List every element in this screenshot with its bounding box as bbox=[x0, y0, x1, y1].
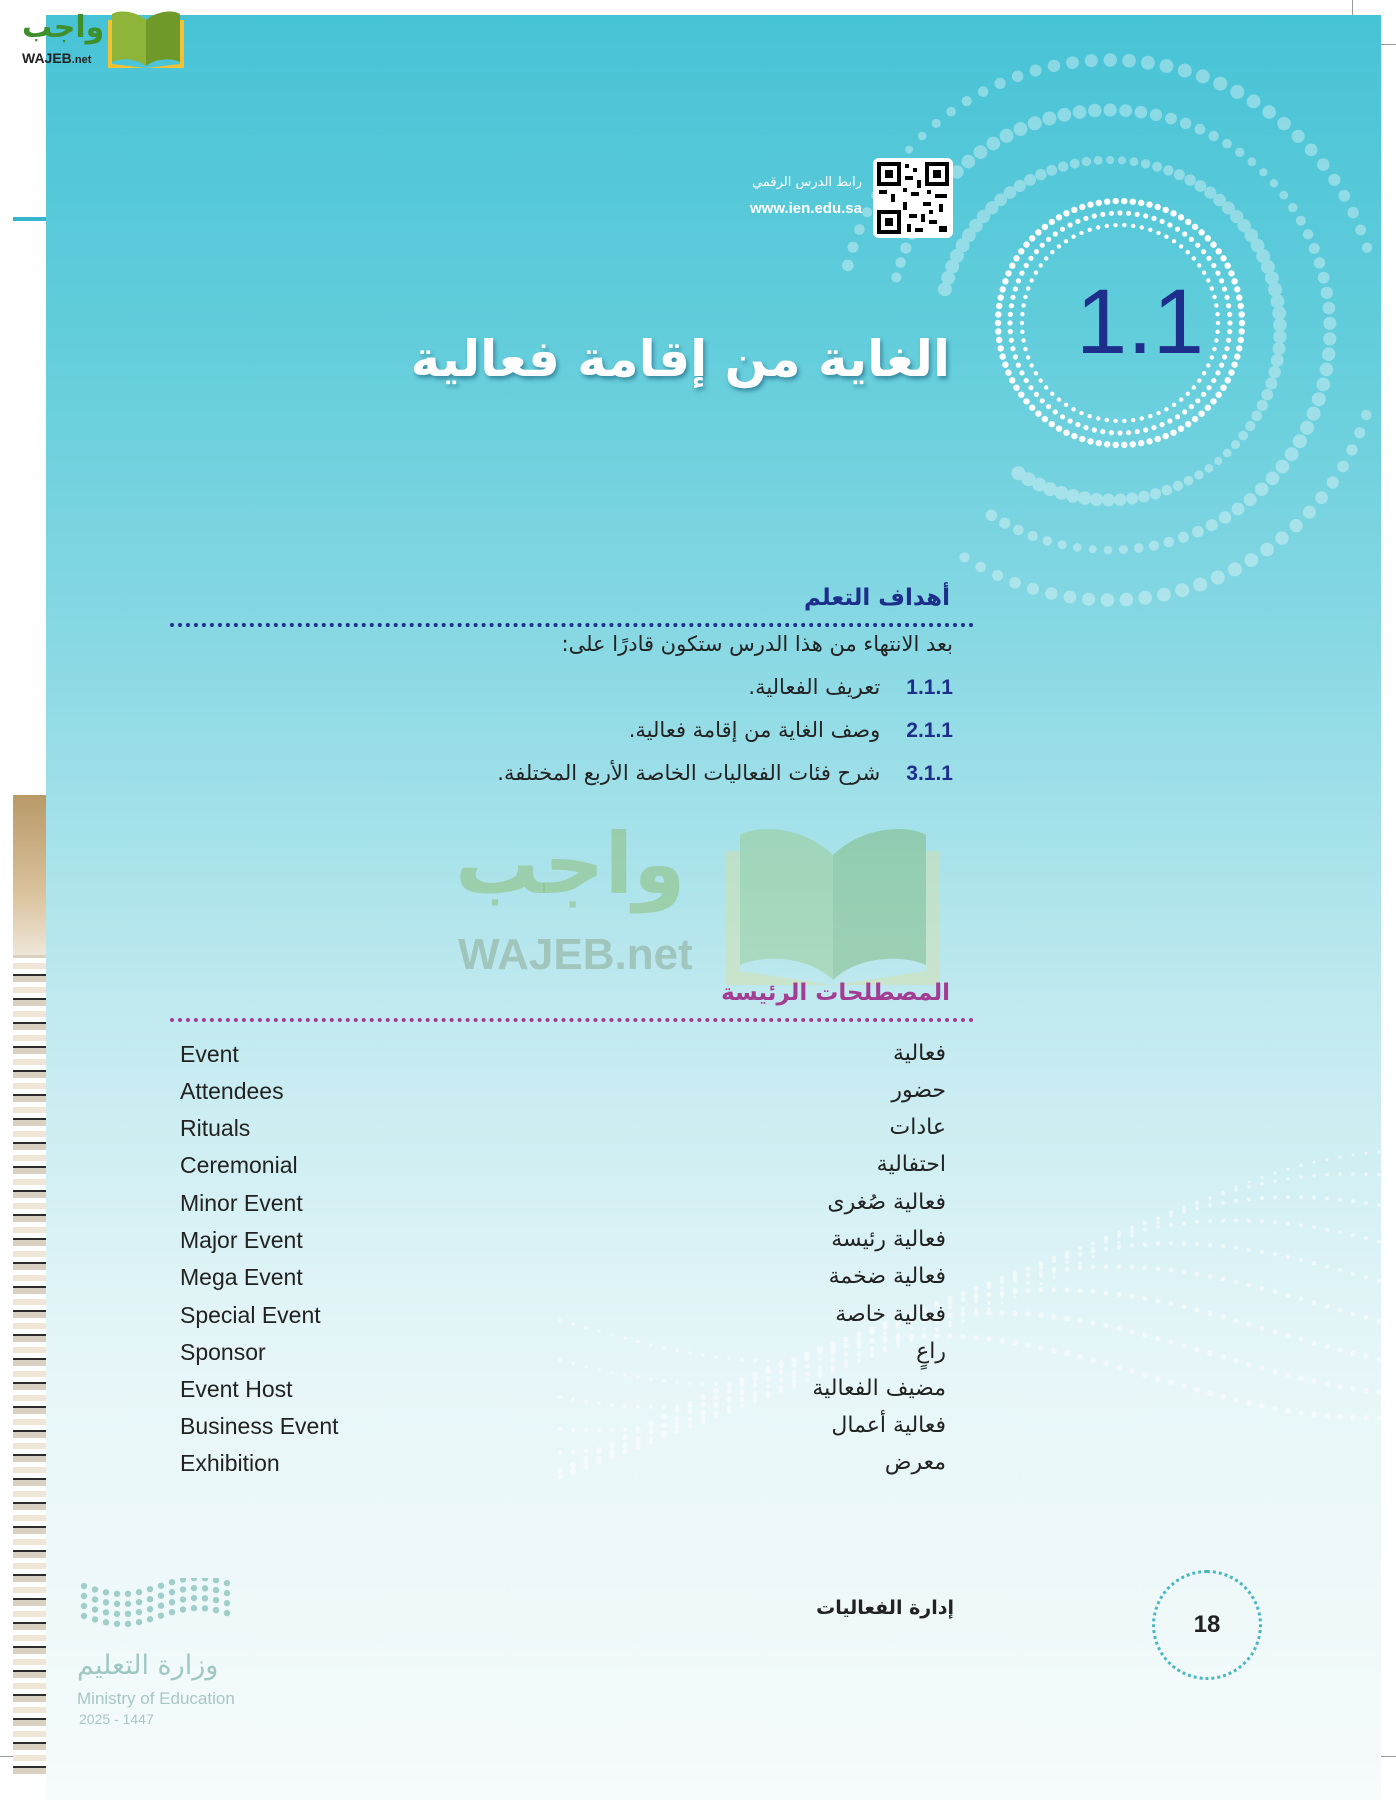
term-english: Attendees bbox=[180, 1078, 284, 1104]
page-number: 18 bbox=[1152, 1570, 1262, 1680]
term-arabic: عادات bbox=[889, 1115, 946, 1140]
terms-divider bbox=[170, 1018, 974, 1022]
term-row bbox=[180, 1376, 946, 1413]
qr-code-icon bbox=[873, 158, 953, 238]
book-title-footer: إدارة الفعاليات bbox=[816, 1597, 954, 1619]
watermark-book-icon bbox=[722, 815, 944, 985]
term-arabic: فعالية أعمال bbox=[831, 1413, 946, 1438]
ministry-logo-icon bbox=[78, 1578, 248, 1638]
term-arabic: معرض bbox=[884, 1450, 946, 1475]
term-row bbox=[180, 1190, 946, 1227]
term-arabic: حضور bbox=[891, 1078, 946, 1103]
lesson-title: الغاية من إقامة فعالية bbox=[410, 330, 950, 388]
objectives-heading: أهداف التعلم bbox=[803, 585, 950, 611]
watermark-arabic: واجب bbox=[455, 815, 686, 913]
term-english: Event bbox=[180, 1041, 239, 1067]
term-arabic: فعالية خاصة bbox=[835, 1302, 946, 1327]
term-english: Special Event bbox=[180, 1302, 321, 1328]
objective-item bbox=[748, 675, 953, 700]
term-arabic: مضيف الفعالية bbox=[812, 1376, 946, 1401]
objectives-divider bbox=[170, 623, 974, 627]
term-english: Event Host bbox=[180, 1376, 293, 1402]
objective-text: شرح فئات الفعاليات الخاصة الأربع المختلفة. bbox=[497, 761, 881, 785]
term-row bbox=[180, 1339, 946, 1376]
term-arabic: احتفالية bbox=[876, 1152, 946, 1177]
term-english: Minor Event bbox=[180, 1190, 303, 1216]
objective-text: وصف الغاية من إقامة فعالية. bbox=[628, 718, 881, 742]
term-arabic: فعالية صُغرى bbox=[827, 1190, 946, 1215]
term-english: Major Event bbox=[180, 1227, 303, 1253]
objective-item bbox=[629, 718, 953, 743]
term-english: Ceremonial bbox=[180, 1152, 298, 1178]
term-english: Mega Event bbox=[180, 1264, 303, 1290]
term-english: Exhibition bbox=[180, 1450, 280, 1476]
term-english: Sponsor bbox=[180, 1339, 266, 1365]
ministry-year: 2025 - 1447 bbox=[79, 1711, 154, 1727]
term-arabic: فعالية ضخمة bbox=[828, 1264, 946, 1289]
ministry-name-arabic: وزارة التعليم bbox=[77, 1650, 219, 1681]
term-row bbox=[180, 1115, 946, 1152]
objective-item bbox=[497, 761, 953, 786]
term-row bbox=[180, 1078, 946, 1115]
digital-link-label: رابط الدرس الرقمي bbox=[752, 175, 862, 190]
logo-arabic-text: واجب bbox=[22, 10, 105, 45]
term-arabic: راعٍ bbox=[916, 1339, 946, 1364]
objective-text: تعريف الفعالية. bbox=[748, 675, 881, 699]
lesson-number: 1.1 bbox=[1076, 271, 1204, 373]
objective-number: 2.1.1 bbox=[906, 719, 953, 742]
digital-link-url[interactable]: www.ien.edu.sa bbox=[750, 200, 862, 217]
term-row bbox=[180, 1413, 946, 1450]
term-row bbox=[180, 1041, 946, 1078]
term-row bbox=[180, 1152, 946, 1189]
term-arabic: فعالية bbox=[893, 1041, 946, 1066]
objective-number: 1.1.1 bbox=[906, 676, 953, 699]
watermark-english: WAJEB.net bbox=[458, 930, 693, 979]
ministry-name-english: Ministry of Education bbox=[77, 1689, 235, 1708]
book-icon bbox=[106, 6, 186, 68]
objective-number: 3.1.1 bbox=[906, 762, 953, 785]
term-arabic: فعالية رئيسة bbox=[831, 1227, 946, 1252]
term-row bbox=[180, 1450, 946, 1487]
term-row bbox=[180, 1264, 946, 1301]
qr-code[interactable] bbox=[873, 158, 953, 238]
terms-heading: المصطلحات الرئيسة bbox=[721, 980, 950, 1006]
wajeb-logo[interactable] bbox=[10, 6, 190, 66]
term-row bbox=[180, 1227, 946, 1264]
term-english: Business Event bbox=[180, 1413, 339, 1439]
term-english: Rituals bbox=[180, 1115, 251, 1141]
term-row bbox=[180, 1302, 946, 1339]
logo-english-text: WAJEB.net bbox=[22, 50, 92, 66]
objectives-intro: بعد الانتهاء من هذا الدرس ستكون قادرًا على: bbox=[561, 632, 953, 656]
